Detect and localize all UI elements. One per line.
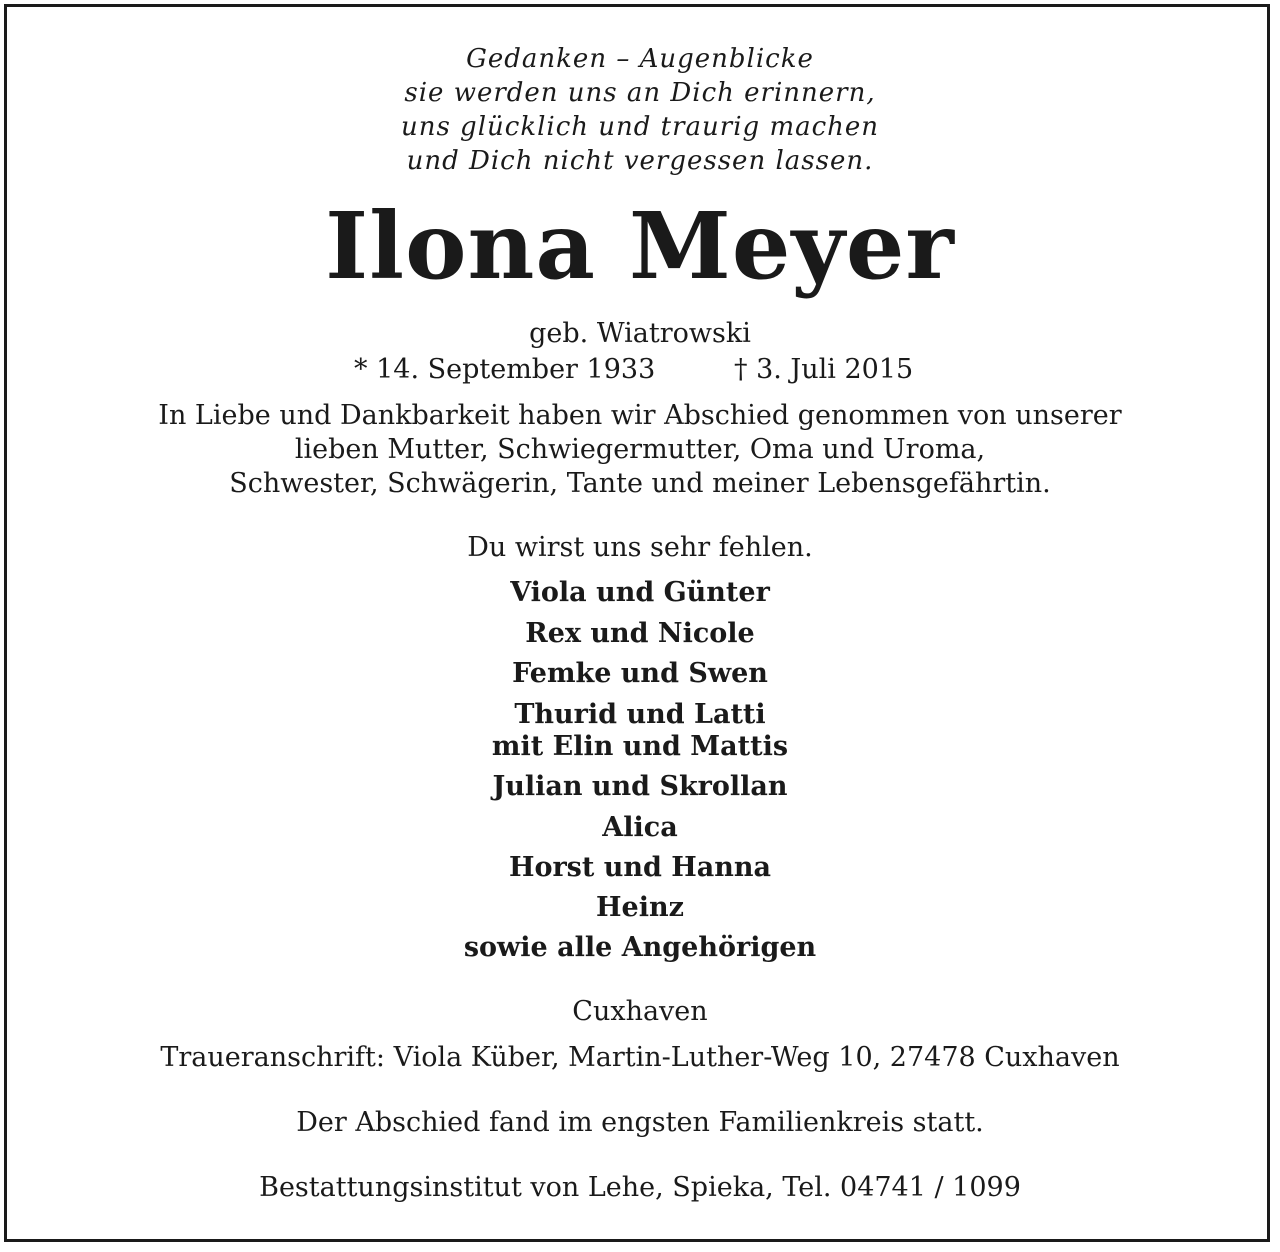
mourner-name: Viola und Günter xyxy=(510,577,770,608)
maiden-name: geb. Wiatrowski xyxy=(529,318,751,349)
life-dates xyxy=(0,354,1280,388)
announcement-line: lieben Mutter, Schwiegermutter, Oma und Uroma, xyxy=(294,434,986,465)
death-date: † 3. Juli 2015 xyxy=(734,354,914,385)
poem-line: und Dich nicht vergessen lassen. xyxy=(406,146,874,176)
mourning-address: Traueranschrift: Viola Küber, Martin-Luther-Weg 10, 27478 Cuxhaven xyxy=(160,1042,1120,1073)
poem-line: uns glücklich und traurig machen xyxy=(400,112,880,142)
funeral-home: Bestattungsinstitut von Lehe, Spieka, Tel. 04741 / 1099 xyxy=(259,1172,1021,1203)
farewell-text: Du wirst uns sehr fehlen. xyxy=(467,532,813,563)
mourner-name: Heinz xyxy=(596,892,684,923)
announcement-line: Schwester, Schwägerin, Tante und meiner Lebensgefährtin. xyxy=(229,468,1051,499)
birth-date: * 14. September 1933 xyxy=(354,354,656,385)
mourner-name: Rex und Nicole xyxy=(525,618,755,649)
poem-line: sie werden uns an Dich erinnern, xyxy=(404,78,876,108)
mourner-name: Horst und Hanna xyxy=(508,852,772,883)
mourner-name: Julian und Skrollan xyxy=(492,771,788,802)
poem-line: Gedanken – Augenblicke xyxy=(466,44,814,74)
place-text: Cuxhaven xyxy=(572,996,708,1027)
deceased-name: Ilona Meyer xyxy=(325,192,955,300)
announcement-line: In Liebe und Dankbarkeit haben wir Abschied genommen von unserer xyxy=(158,400,1122,431)
mourner-name: mit Elin und Mattis xyxy=(491,731,789,762)
mourner-name: Femke und Swen xyxy=(512,658,768,689)
mourner-name: Thurid und Latti xyxy=(514,699,766,730)
mourner-name: sowie alle Angehörigen xyxy=(463,932,817,963)
ceremony-note: Der Abschied fand im engsten Familienkreis statt. xyxy=(296,1107,984,1138)
mourner-name: Alica xyxy=(602,812,678,843)
